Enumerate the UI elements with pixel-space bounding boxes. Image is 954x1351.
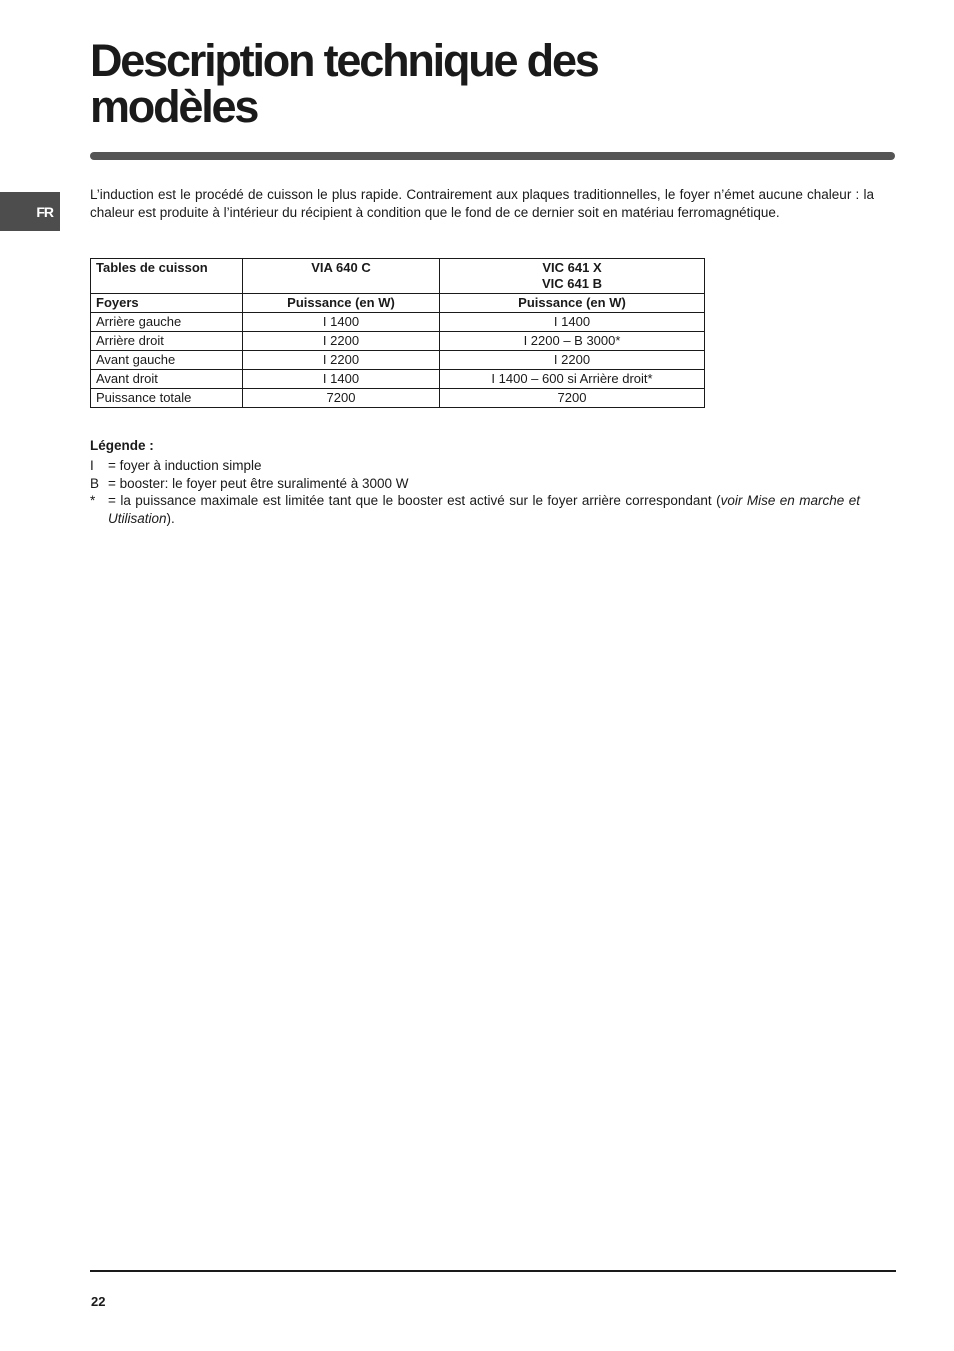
specification-table bbox=[90, 258, 705, 408]
subheader-label-cell: Foyers bbox=[91, 294, 243, 313]
header-model-2-line-1: VIC 641 X bbox=[542, 260, 602, 275]
legend-list bbox=[90, 457, 860, 527]
row-col-1-cell: 7200 bbox=[243, 389, 440, 408]
legend-text bbox=[108, 492, 860, 527]
subheader-col-1-cell: Puissance (en W) bbox=[243, 294, 440, 313]
table-row-total bbox=[91, 389, 705, 408]
legend-text: = foyer à induction simple bbox=[108, 458, 262, 473]
table-subheader-row bbox=[91, 294, 705, 313]
legend-key: B bbox=[90, 475, 100, 491]
header-model-2-cell bbox=[440, 259, 705, 294]
page-number: 22 bbox=[91, 1294, 106, 1309]
table-row bbox=[91, 313, 705, 332]
row-col-1-cell: I 1400 bbox=[243, 313, 440, 332]
language-tab bbox=[0, 192, 60, 231]
footer-divider bbox=[90, 1270, 896, 1272]
page-title-line-1: Description technique des bbox=[90, 35, 598, 86]
title-divider bbox=[90, 152, 895, 160]
row-label-cell: Avant droit bbox=[91, 370, 243, 389]
legend-item bbox=[90, 475, 860, 493]
row-label-cell: Avant gauche bbox=[91, 351, 243, 370]
legend-title: Légende : bbox=[90, 438, 154, 453]
table-row bbox=[91, 370, 705, 389]
row-col-1-cell: I 1400 bbox=[243, 370, 440, 389]
row-label-cell: Arrière gauche bbox=[91, 313, 243, 332]
table-row bbox=[91, 332, 705, 351]
legend-text-start: = la puissance maximale est limitée tant que le booster est activé sur le foyer arrière correspondant ( bbox=[108, 493, 721, 508]
subheader-col-2-cell: Puissance (en W) bbox=[440, 294, 705, 313]
legend-key: * bbox=[90, 493, 96, 508]
legend-text-end: ). bbox=[166, 510, 175, 526]
page-title-line-2: modèles bbox=[90, 81, 258, 132]
table-header-row bbox=[91, 259, 705, 294]
row-col-2-cell: I 2200 – B 3000* bbox=[440, 332, 705, 351]
language-tab-label: FR bbox=[36, 203, 53, 220]
legend-item bbox=[90, 492, 860, 527]
intro-paragraph: L’induction est le procédé de cuisson le plus rapide. Contrairement aux plaques traditionnelles, le foyer n’émet aucune chaleur : la chaleur est produite à l’intérieur du récipient à condition que le fond de ce dernier soit en matériau ferromagnétique. bbox=[90, 187, 874, 220]
legend-item bbox=[90, 457, 860, 475]
row-col-1-cell: I 2200 bbox=[243, 332, 440, 351]
row-col-2-cell: I 1400 – 600 si Arrière droit* bbox=[440, 370, 705, 389]
table-row bbox=[91, 351, 705, 370]
header-model-1-cell: VIA 640 C bbox=[243, 259, 440, 294]
row-col-2-cell: I 1400 bbox=[440, 313, 705, 332]
row-label-cell: Puissance totale bbox=[91, 389, 243, 408]
header-model-2-line-2: VIC 641 B bbox=[542, 276, 602, 291]
header-label-cell: Tables de cuisson bbox=[91, 259, 243, 294]
row-col-2-cell: 7200 bbox=[440, 389, 705, 408]
legend-key: I bbox=[90, 458, 94, 473]
row-label-cell: Arrière droit bbox=[91, 332, 243, 351]
legend-text: = booster: le foyer peut être suralimenté à 3000 W bbox=[108, 475, 409, 491]
row-col-2-cell: I 2200 bbox=[440, 351, 705, 370]
row-col-1-cell: I 2200 bbox=[243, 351, 440, 370]
legend-text-reference: voir Mise en marche et Utilisation bbox=[108, 493, 860, 526]
page-title bbox=[90, 35, 850, 132]
